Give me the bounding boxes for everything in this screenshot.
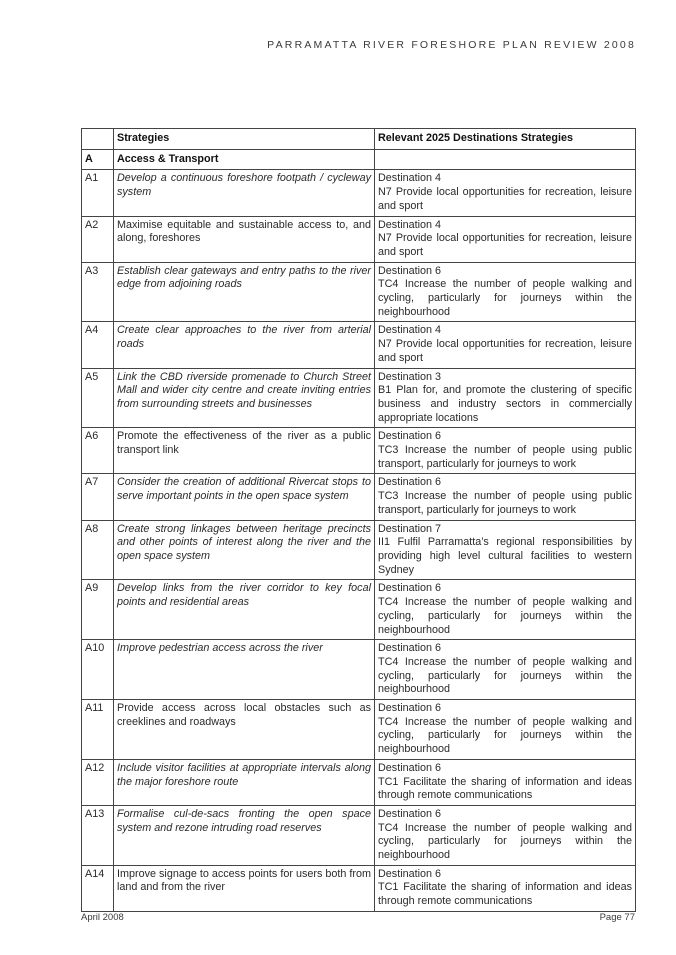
row-strategy: Provide access across local obstacles such as creeklines and roadways xyxy=(114,700,375,760)
row-relevant-strategy xyxy=(375,865,636,911)
table-row xyxy=(82,428,636,474)
row-id: A12 xyxy=(82,759,114,805)
section-code: A xyxy=(82,149,114,170)
row-strategy: Improve pedestrian access across the river xyxy=(114,640,375,700)
table-row xyxy=(82,759,636,805)
row-id: A6 xyxy=(82,428,114,474)
table-row xyxy=(82,520,636,580)
table-row xyxy=(82,216,636,262)
destination-detail: TC4 Increase the number of people walking and cycling, particularly for journeys within the neighbourhood xyxy=(378,278,632,318)
row-strategy: Establish clear gateways and entry paths to the river edge from adjoining roads xyxy=(114,262,375,322)
table-row xyxy=(82,580,636,640)
destination-detail: TC4 Increase the number of people walking and cycling, particularly for journeys within the neighbourhood xyxy=(378,821,632,862)
destination-label: Destination 6 xyxy=(378,582,442,595)
row-relevant-strategy xyxy=(375,700,636,760)
table-row xyxy=(82,474,636,520)
row-strategy: Create strong linkages between heritage precincts and other points of interest along the river and the open space system xyxy=(114,520,375,580)
destination-label: Destination 4 xyxy=(378,172,442,185)
row-relevant-strategy xyxy=(375,759,636,805)
table-row xyxy=(82,640,636,700)
row-strategy: Link the CBD riverside promenade to Church Street Mall and wider city centre and create inviting entries from surrounding streets and businesses xyxy=(114,368,375,428)
row-strategy: Create clear approaches to the river from arterial roads xyxy=(114,322,375,368)
row-strategy: Maximise equitable and sustainable access to, and along, foreshores xyxy=(114,216,375,262)
section-empty xyxy=(375,149,636,170)
destination-detail: N7 Provide local opportunities for recreation, leisure and sport xyxy=(378,338,632,364)
row-strategy: Promote the effectiveness of the river as a public transport link xyxy=(114,428,375,474)
destination-label: Destination 3 xyxy=(378,370,442,383)
strategies-table-container xyxy=(81,128,635,912)
row-strategy: Develop a continuous foreshore footpath / cycleway system xyxy=(114,170,375,216)
header-id xyxy=(82,129,114,150)
destination-detail: TC4 Increase the number of people walking and cycling, particularly for journeys within the neighbourhood xyxy=(378,715,632,756)
row-strategy: Include visitor facilities at appropriate intervals along the major foreshore route xyxy=(114,759,375,805)
destination-detail: TC4 Increase the number of people walking and cycling, particularly for journeys within the neighbourhood xyxy=(378,655,632,696)
destination-detail: B1 Plan for, and promote the clustering of specific business and industry sectors in commercially appropriate locations xyxy=(378,384,632,424)
destination-detail: TC4 Increase the number of people walking and cycling, particularly for journeys within the neighbourhood xyxy=(378,596,632,636)
row-id: A8 xyxy=(82,520,114,580)
row-id: A13 xyxy=(82,805,114,865)
row-id: A4 xyxy=(82,322,114,368)
table-row xyxy=(82,170,636,216)
destination-label: Destination 6 xyxy=(378,430,442,443)
table-row xyxy=(82,865,636,911)
destination-detail: TC3 Increase the number of people using public transport, particularly for journeys to work xyxy=(378,444,632,470)
table-row xyxy=(82,700,636,760)
destination-label: Destination 4 xyxy=(378,218,442,231)
row-strategy: Formalise cul-de-sacs fronting the open space system and rezone intruding road reserves xyxy=(114,805,375,865)
footer-page-number: Page 77 xyxy=(599,912,635,923)
destination-label: Destination 6 xyxy=(378,807,442,820)
destination-detail: TC1 Facilitate the sharing of information and ideas through remote communications xyxy=(378,881,632,908)
table-header-row xyxy=(82,129,636,150)
destination-label: Destination 7 xyxy=(378,522,442,535)
strategies-table xyxy=(81,128,636,912)
row-strategy: Improve signage to access points for users both from land and from the river xyxy=(114,865,375,911)
row-id: A1 xyxy=(82,170,114,216)
row-relevant-strategy xyxy=(375,262,636,322)
running-header: PARRAMATTA RIVER FORESHORE PLAN REVIEW 2008 xyxy=(267,39,636,51)
destination-detail: TC3 Increase the number of people using public transport, particularly for journeys to work xyxy=(378,490,632,516)
row-strategy: Develop links from the river corridor to key focal points and residential areas xyxy=(114,580,375,640)
row-relevant-strategy xyxy=(375,520,636,580)
row-id: A3 xyxy=(82,262,114,322)
table-row xyxy=(82,322,636,368)
destination-label: Destination 6 xyxy=(378,264,442,277)
row-strategy: Consider the creation of additional Rivercat stops to serve important points in the open space system xyxy=(114,474,375,520)
section-title: Access & Transport xyxy=(114,149,375,170)
row-relevant-strategy xyxy=(375,580,636,640)
row-id: A2 xyxy=(82,216,114,262)
destination-detail: N7 Provide local opportunities for recreation, leisure and sport xyxy=(378,232,632,258)
footer-date: April 2008 xyxy=(81,912,124,923)
row-id: A7 xyxy=(82,474,114,520)
destination-detail: N7 Provide local opportunities for recreation, leisure and sport xyxy=(378,186,632,212)
section-row xyxy=(82,149,636,170)
row-relevant-strategy xyxy=(375,428,636,474)
row-id: A14 xyxy=(82,865,114,911)
row-relevant-strategy xyxy=(375,805,636,865)
row-relevant-strategy xyxy=(375,368,636,428)
destination-label: Destination 6 xyxy=(378,702,442,715)
destination-label: Destination 6 xyxy=(378,867,442,880)
table-row xyxy=(82,805,636,865)
row-relevant-strategy xyxy=(375,640,636,700)
destination-detail: II1 Fulfil Parramatta’s regional responsibilities by providing high level cultural facilities to western Sydney xyxy=(378,536,632,576)
destination-label: Destination 6 xyxy=(378,761,442,774)
row-id: A5 xyxy=(82,368,114,428)
row-relevant-strategy xyxy=(375,170,636,216)
row-id: A10 xyxy=(82,640,114,700)
destination-label: Destination 4 xyxy=(378,324,442,337)
table-row xyxy=(82,262,636,322)
destination-label: Destination 6 xyxy=(378,476,442,489)
destination-label: Destination 6 xyxy=(378,642,442,655)
destination-detail: TC1 Facilitate the sharing of information and ideas through remote communications xyxy=(378,775,632,802)
row-id: A11 xyxy=(82,700,114,760)
header-relevant-strategies: Relevant 2025 Destinations Strategies xyxy=(375,129,636,150)
row-id: A9 xyxy=(82,580,114,640)
header-strategies: Strategies xyxy=(114,129,375,150)
row-relevant-strategy xyxy=(375,322,636,368)
table-row xyxy=(82,368,636,428)
row-relevant-strategy xyxy=(375,216,636,262)
row-relevant-strategy xyxy=(375,474,636,520)
